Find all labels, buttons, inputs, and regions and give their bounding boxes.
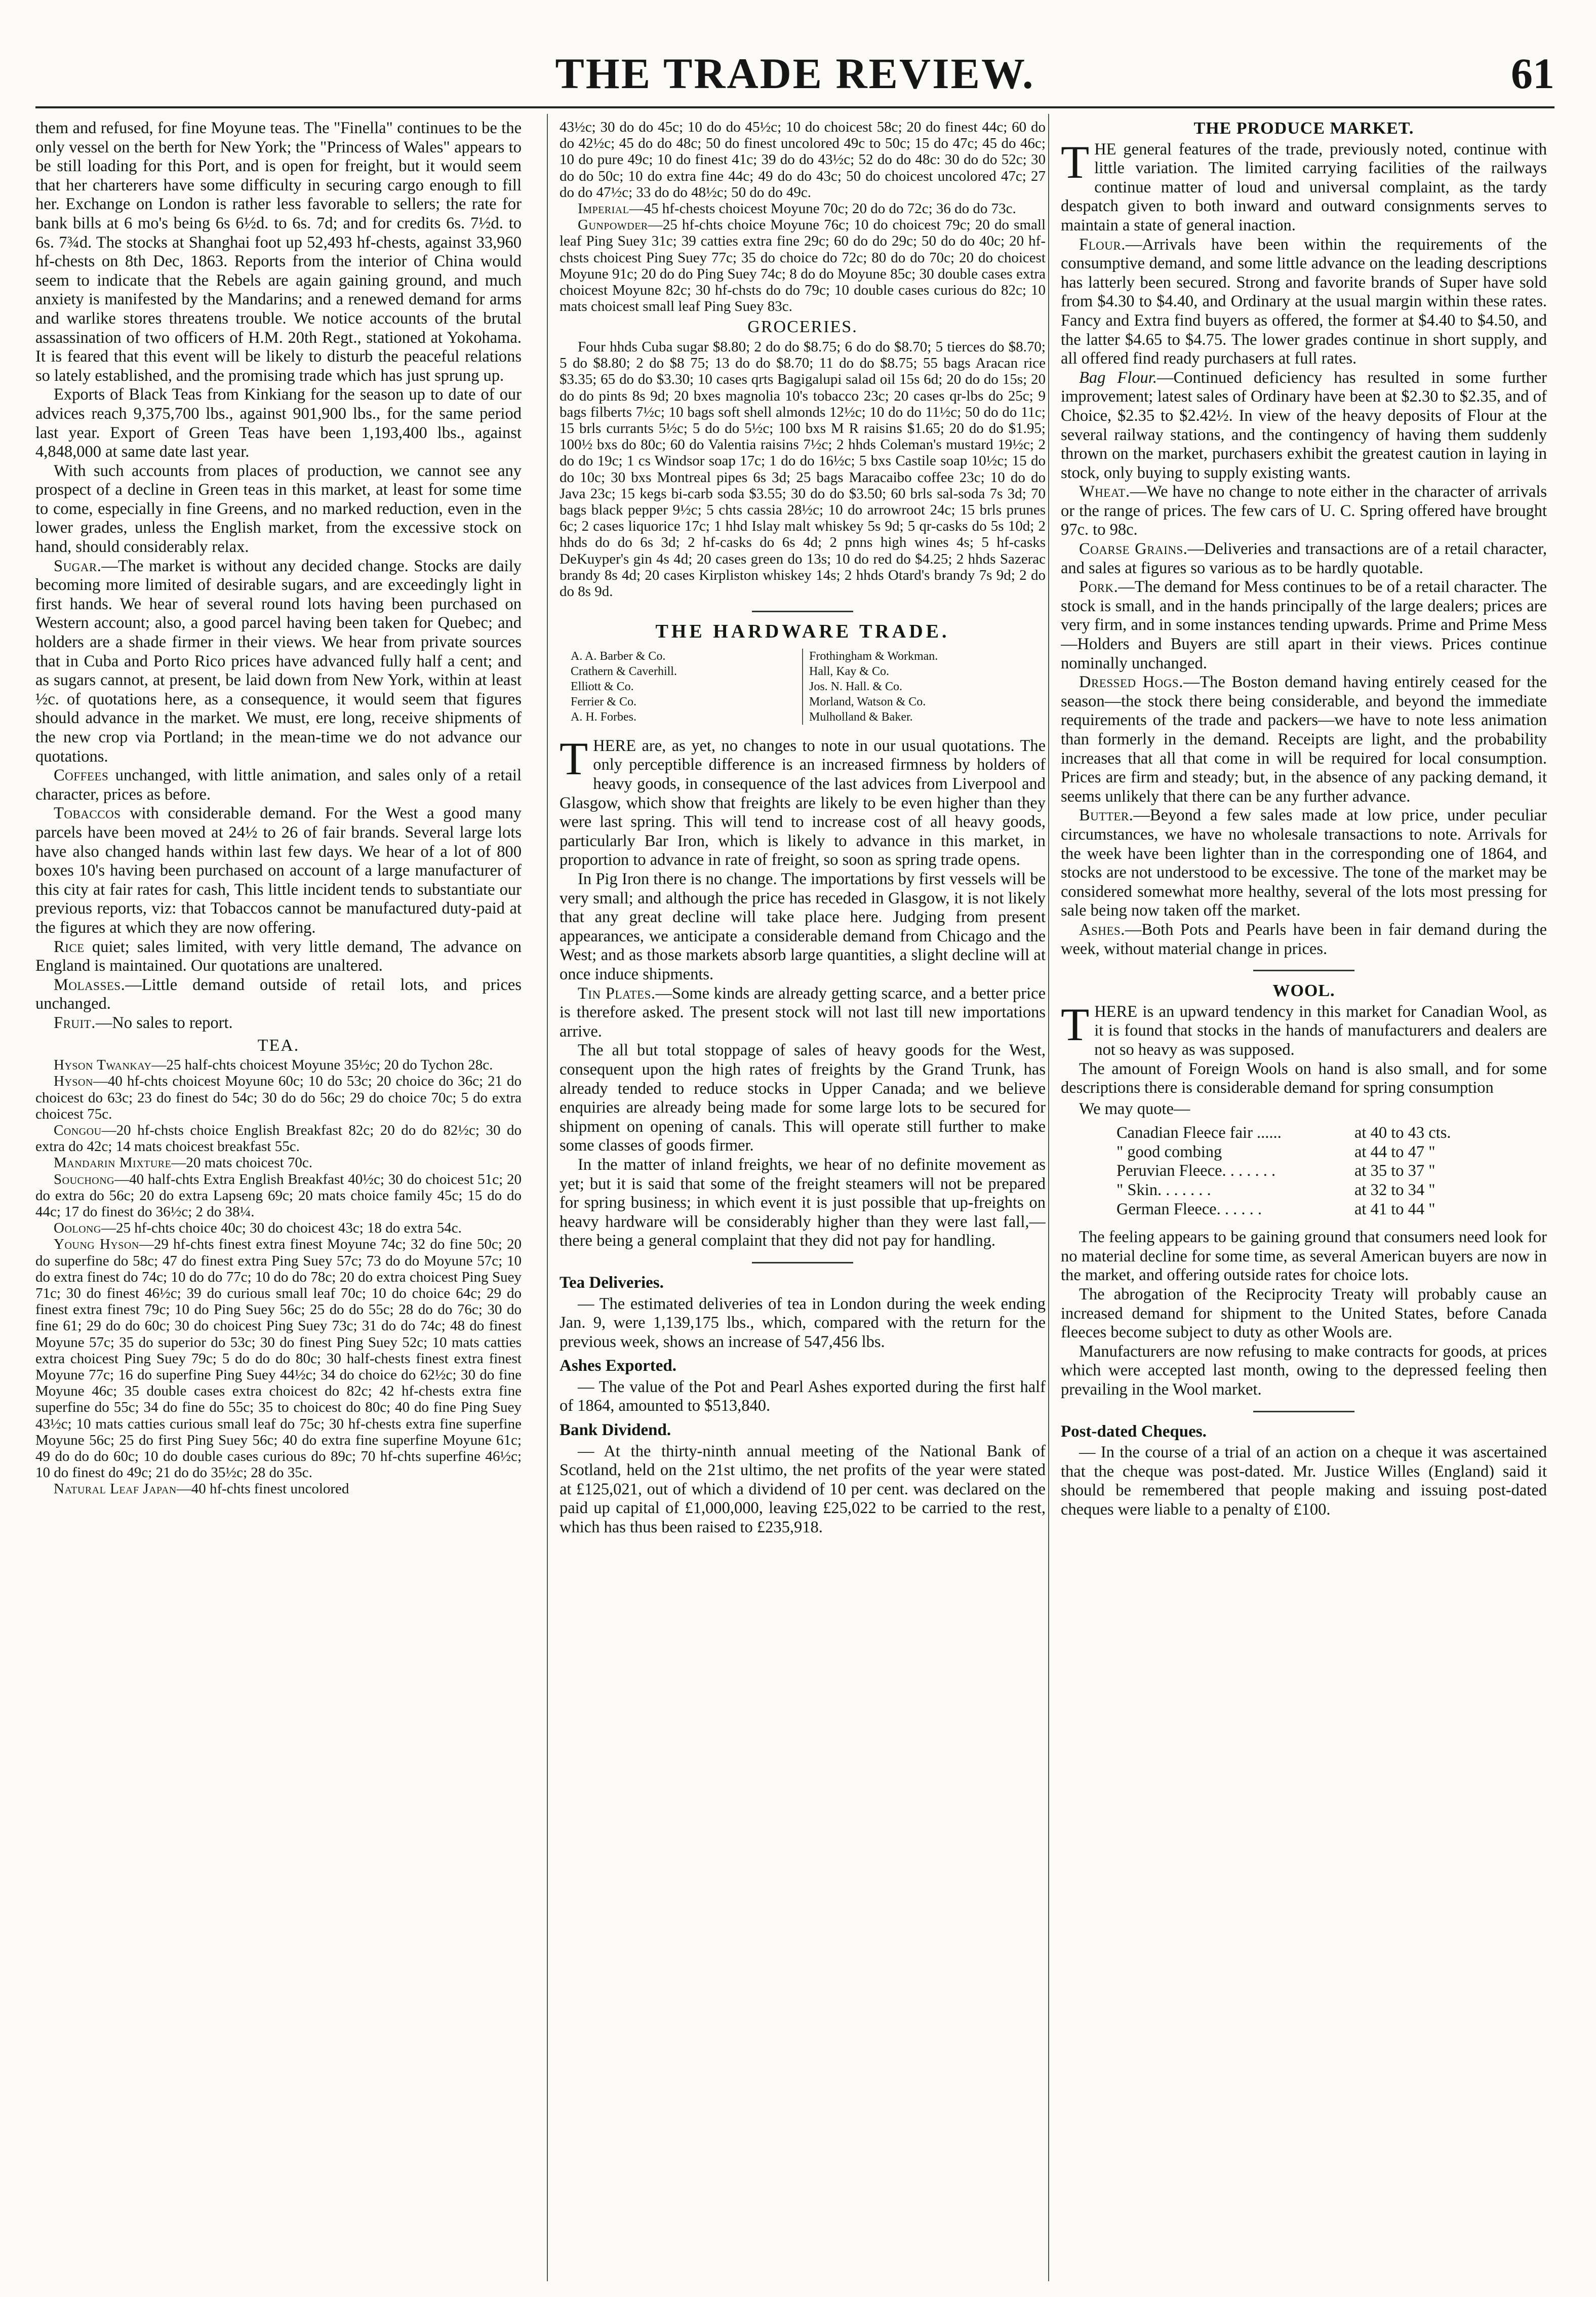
wool-price: at 40 to 43 cts. [1354, 1124, 1451, 1142]
paragraph-text: HERE is an upward tendency in this market for Canadian Wool, as it is found that stocks in the hands of manufacturers and dealers are not so heavy as was supposed. [1094, 1002, 1547, 1059]
tea-label: Hyson [54, 1073, 93, 1090]
run-in-label: Tin Plates. [578, 984, 656, 1003]
firm-name: Morland, Watson & Co. [809, 695, 926, 708]
dressed-hogs-paragraph [1061, 673, 1547, 806]
paragraph: The amount of Foreign Wools on hand is also small, and for some descriptions there is considerable demand for spring consumption [1061, 1059, 1547, 1097]
wool-price: at 44 to 47 " [1354, 1142, 1435, 1161]
firm-name: Frothingham & Workman. [809, 649, 938, 663]
run-in-label: Wheat. [1079, 483, 1130, 501]
tea-text: —25 hf-chts choice Moyune 76c; 10 do choicest 79c; 20 do small leaf Ping Suey 31c; 39 catties extra fine 29c; 60 do do 29c; 50 do do 40c; 20 hf-chsts choicest Ping Suey 77c; 35 do choice do 72c; 80 do do 70c; 20 do choicest Moyune 91c; 20 do do Ping Suey 74c; 8 do do Moyune 85c; 30 double cases extra choicest Moyune 82c; 30 hf-chsts do do 79c; 10 double cases curious do 82c; 10 mats choicest small leaf Ping Suey 83c. [560, 217, 1046, 315]
column-2 [560, 119, 1046, 2281]
run-in-label: Fruit. [54, 1013, 96, 1032]
paragraph-text: —Deliveries and transactions are of a retail character, and sales at figures so various as to be hardly quotable. [1061, 540, 1547, 577]
run-in-label: Ashes. [1079, 920, 1125, 939]
section-rule [1253, 970, 1354, 971]
tea-entry [35, 1171, 522, 1220]
tea-label: Souchong [54, 1171, 115, 1187]
firm-name: Elliott & Co. [571, 680, 634, 693]
paragraph: — The estimated deliveries of tea in London during the week ending Jan. 9, were 1,139,175 lbs., which, compared with the return for the previous week, shows an increase of 547,456 lbs. [560, 1294, 1046, 1351]
tea-entry [35, 1236, 522, 1481]
paragraph: — At the thirty-ninth annual meeting of the National Bank of Scotland, held on the 21st ultimo, the net profits of the year were stated at £125,021, out of which a dividend of 10 per cent. was declared on the paid up capital of £1,000,000, leaving £25,022 to be carried to the rest, which has thus been raised to £235,918. [560, 1442, 1046, 1537]
section-heading-groceries: GROCERIES. [747, 318, 858, 337]
run-in-label: Butter. [1079, 806, 1134, 825]
paragraph: — The value of the Pot and Pearl Ashes exported during the first half of 1864, amounted to $513,840. [560, 1377, 1046, 1415]
firm-directory [565, 649, 1041, 725]
price-row [1116, 1181, 1547, 1200]
tea-text: —20 mats choicest 70c. [171, 1155, 313, 1171]
flour-paragraph [1061, 235, 1547, 369]
paragraph: In Pig Iron there is no change. The importations by first vessels will be very small; and although the price has receded in Glasgow, it is not likely that any great decline will take place here. Judging from present appearances, we anticipate a considerable demand from Chicago and the West; and as those markets absorb large quantities, a slight decline will at once induce shipments. [560, 870, 1046, 983]
wool-grade: " good combing [1116, 1142, 1222, 1161]
news-heading: Tea Deliveries. [560, 1273, 664, 1292]
wool-grade: German Fleece. . . . . . [1116, 1200, 1262, 1218]
wool-price: at 32 to 34 " [1354, 1181, 1435, 1200]
firm-name: Jos. N. Hall. & Co. [809, 680, 903, 693]
tea-label: Imperial [578, 201, 629, 217]
sugar-paragraph [35, 557, 522, 767]
paragraph-text: —No sales to report. [95, 1013, 233, 1032]
firm-name: Mulholland & Baker. [809, 710, 913, 724]
tea-entry [560, 217, 1046, 314]
tea-text: —29 hf-chts finest extra finest Moyune 74c; 32 do fine 50c; 20 do superfine do 58c; 47 do finest extra Ping Suey 57c; 73 do do Moyune 57c; 10 do extra finest do 74c; 10 do do 77c; 10 do do 78c; 20 do extra choicest Ping Suey 71c; 30 do finest 46½c; 39 do curious small leaf 70c; 10 do choice 64c; 29 do finest extra finest 79c; 10 do Ping Suey 56c; 25 do do 55c; 28 do do 76c; 30 do fine 61; 29 do do 60c; 30 do choicest Ping Suey 73c; 31 do do 74c; 48 do finest Moyune 57c; 35 do superior do 53c; 30 do finest Ping Suey 52c; 10 mats catties extra choicest Ping Suey 79c; 5 do do do 80c; 30 half-chests finest extra finest Moyune 77c; 16 do superfine Ping Suey 44½c; 34 do choice do 62½c; 30 do fine Moyune 46c; 35 double cases extra choicest do 82c; 42 hf-chests extra fine superfine do 55c; 34 do fine do 55c; 35 to choicest do 80c; 40 do fine Ping Suey 43½c; 10 mats catties curious small leaf do 75c; 30 hf-chests extra fine superfine Moyune 56c; 25 do first Ping Suey 56c; 40 do extra fine superfine Moyune 61c; 49 do do do 60c; 10 do double cases curious do 89c; 70 hf-chts superfine 46½c; 10 do finest do 49c; 21 do do 35½c; 28 do 35c. [35, 1236, 522, 1481]
paragraph-text: quiet; sales limited, with very little demand, The advance on England is maintained. Our quotations are unaltered. [35, 937, 522, 975]
drop-cap: T [1061, 136, 1090, 188]
paragraph-text: —The demand for Mess continues to be of a retail character. The stock is small, and in the hands principally of the large dealers; prices are very firm, and in some instances tending upwards. Prime and Prime Mess—Holders and Buyers are still apart in their views. Prices continue nominally unchanged. [1061, 578, 1547, 672]
coffees-paragraph [35, 766, 522, 804]
run-in-label: Pork. [1079, 578, 1119, 597]
paragraph-text: unchanged, with little animation, and sales only of a retail character, prices as before. [35, 766, 522, 804]
tea-text: —20 hf-chsts choice English Breakfast 82c; 20 do do 82½c; 30 do extra do 42c; 14 mats choicest breakfast 55c. [35, 1122, 522, 1155]
tea-entry [35, 1073, 522, 1122]
tea-text: —45 hf-chests choicest Moyune 70c; 20 do do 72c; 36 do do 73c. [629, 201, 1016, 217]
tobaccos-paragraph [35, 804, 522, 937]
section-heading-wool: WOOL. [1272, 981, 1335, 1001]
drop-cap: T [560, 732, 588, 784]
firm-name: Crathern & Caverhill. [571, 664, 677, 678]
run-in-label: Flour. [1079, 235, 1126, 254]
paragraph: — In the course of a trial of an action on a cheque it was ascertained that the cheque was post-dated. Mr. Justice Willes (England) said it should be remembered that people making and issuing post-dated cheques were liable to a penalty of £100. [1061, 1443, 1547, 1519]
tea-entry [35, 1057, 522, 1073]
run-in-label: Dressed Hogs. [1079, 673, 1183, 692]
paragraph-text: —Both Pots and Pearls have been in fair demand during the week, without material change in prices. [1061, 920, 1547, 958]
bag-flour-paragraph [1061, 369, 1547, 483]
tea-label: Oolong [54, 1220, 101, 1237]
price-row [1116, 1143, 1547, 1162]
firm-name: Ferrier & Co. [571, 695, 636, 708]
wheat-paragraph [1061, 483, 1547, 540]
tea-label: Congou [54, 1122, 102, 1138]
masthead-rule [35, 106, 1554, 108]
section-rule [752, 611, 853, 612]
paragraph [1061, 136, 1547, 235]
paragraph-text: —Little demand outside of retail lots, and prices unchanged. [35, 975, 522, 1013]
paragraph-text: —Continued deficiency has resulted in some further improvement; latest sales of Ordinary have been at $2.30 to $2.35, and of Choice, $2.35 to $2.42½. In view of the heavy deposits of Flour at the several railway stations, and the contingency of having them suddenly thrown on the market, purchasers exhibit the greatest caution in laying in stock, only buying to supply existing wants. [1061, 368, 1547, 482]
firm-name: A. A. Barber & Co. [571, 649, 666, 663]
section-rule [752, 1262, 853, 1263]
section-heading-produce: THE PRODUCE MARKET. [1193, 119, 1414, 138]
tea-entry [35, 1155, 522, 1171]
paragraph: The feeling appears to be gaining ground that consumers need look for no material decline for some time, as several American buyers are now in the market, and offering outside rates for choice lots. [1061, 1228, 1547, 1285]
paragraph-text: HERE are, as yet, no changes to note in our usual quotations. The only perceptible difference is an increased firmness by holders of heavy goods, in consequence of the last advices from Liverpool and Glasgow, which show that freights are likely to be even higher than they were last spring. This will tend to increase cost of all heavy goods, particularly Bar Iron, which is likely to advance in this market, in proportion to advance in rate of freight, so soon as spring trade opens. [560, 736, 1046, 869]
groceries-list: Four hhds Cuba sugar $8.80; 2 do do $8.75; 6 do do $8.70; 5 tierces do $8.70; 5 do $8.80; 2 do $8 75; 13 do do $8.70; 11 do do $8.75; 55 bags Aracan rice $3.35; 65 do do $3.30; 10 cases qrts Bagigalupi salad oil 15s 6d; 20 do do 15s; 20 do do pints 8s 9d; 20 bxes magnolia 10's tobacco 23c; 20 cases qr-lbs do 25c; 9 bags filberts 7½c; 10 bags soft shell almonds 12½c; 10 do do 11½c; 50 do do 11c; 15 brls currants 5½c; 5 do do 5½c; 100 bxs M R raisins $1.65; 20 do do $1.95; 100½ bxs do 80c; 60 do Valentia raisins 7½c; 2 hhds Coleman's mustard 19½c; 2 do do 19c; 1 cs Windsor soap 17c; 1 do do 16½c; 5 bxs Castile soap 10½c; 15 do do 10c; 30 bxs Montreal pipes 6s 3d; 25 bags Maracaibo coffee 23c; 10 do do Java 23c; 15 kegs bi-carb soda $3.55; 30 do do $3.50; 60 brls sal-soda 7s 3d; 70 bags black pepper 9½c; 5 chts cassia 28½c; 10 do arrowroot 24c; 15 brls prunes 6c; 2 cases liquorice 17c; 1 hhd Islay malt whiskey 5s 9d; 5 qr-casks do 5s 10d; 2 hhds do do 6s 3d; 2 hf-casks do 6s 4d; 2 pnns high wines 4s; 5 hf-casks DeKuyper's gin 4s 4d; 20 cases green do 13s; 10 do red do $4.25; 2 hhds Sazerac brandy 8s 4d; 20 cases Kirpliston whiskey 14s; 2 hhds Otard's brandy 7s 9d; 2 do do 8s 9d. [560, 339, 1046, 600]
run-in-label: Rice [54, 937, 85, 956]
paragraph-text: —The market is without any decided change. Stocks are daily becoming more limited of desirable sugars, and are exceedingly light in first hands. We hear of several round lots having been purchased on Western account; also, a good parcel having been taken for Quebec; and holders are a shade firmer in their views. We hear from private sources that in Cuba and Porto Rico prices have advanced fully half a cent; and as sugars cannot, at present, be laid down from New York, within at least ½c. of quotations here, as a consequence, it would seem that figures should advance in the market. We must, ere long, receive shipments of the new crop via Portland; in the mean-time we do not advance our quotations. [35, 557, 522, 766]
column-3 [1061, 119, 1547, 2281]
ashes-paragraph [1061, 921, 1547, 959]
paragraph: With such accounts from places of production, we cannot see any prospect of a decline in Green teas in this market, at least for some time to come, especially in fine Greens, and no marked reduction, even in the lower grades, unless the English market, from the excessive stock on hand, should considerably relax. [35, 461, 522, 557]
tea-label: Gunpowder [578, 217, 648, 233]
tea-text: —40 hf-chts choicest Moyune 60c; 10 do 53c; 20 choice do 36c; 21 do choicest do 63c; 23 do finest do 54c; 30 do do 56c; 29 do choice 70c; 5 do extra choicest 75c. [35, 1073, 522, 1122]
fruit-paragraph [35, 1014, 522, 1033]
pork-paragraph [1061, 578, 1547, 673]
paragraph-text: HE general features of the trade, previously noted, continue with little variation. The limited carrying facilities of the railways continue matter of loud and universal complaint, as the tardy despatch given to both inward and outward consignments serves to maintain a state of general inaction. [1061, 140, 1547, 234]
wool-grade: " Skin. . . . . . . [1116, 1181, 1211, 1200]
news-heading: Ashes Exported. [560, 1357, 677, 1375]
paragraph-text: —Beyond a few sales made at low price, under peculiar circumstances, we have no wholesale transactions to note. Arrivals for the week have been lighter than in the corresponding one of 1864, and stocks are not understood to be excessive. The tone of the market may be considered somewhat more healthy, several of the lots most pressing for sale being now taken off the market. [1061, 806, 1547, 920]
news-heading: Bank Dividend. [560, 1421, 671, 1440]
rice-paragraph [35, 938, 522, 976]
tea-label: Young Hyson [54, 1236, 139, 1253]
run-in-label: Coarse Grains. [1079, 540, 1188, 559]
price-row [1116, 1162, 1547, 1181]
section-rule [1253, 1411, 1354, 1412]
run-in-label: Sugar. [54, 557, 102, 575]
tea-entry [560, 201, 1046, 217]
section-heading-hardware: THE HARDWARE TRADE. [655, 621, 950, 643]
quote-intro: We may quote— [1079, 1099, 1190, 1118]
drop-cap: T [1061, 998, 1090, 1050]
molasses-paragraph [35, 976, 522, 1014]
tea-entry [35, 1220, 522, 1236]
paragraph [1061, 998, 1547, 1060]
tea-entry: 43½c; 30 do do 45c; 10 do do 45½c; 10 do choicest 58c; 20 do finest 44c; 60 do do 42½c; 45 do do 48c; 50 do finest uncolored 49c to 50c; 15 do 47c; 45 do 46c; 10 do pure 49c; 10 do finest 41c; 39 do do 43½c; 52 do do 48c: 30 do do 52c; 30 do do 50c; 10 do extra fine 44c; 49 do do 43c; 50 do choicest uncolored 47c; 27 do do 47½c; 33 do do 48½c; 50 do do 49c. [560, 119, 1046, 201]
run-in-label: Coffees [54, 766, 109, 785]
page-number: 61 [1511, 49, 1554, 98]
wool-price: at 41 to 44 " [1354, 1200, 1435, 1218]
paragraph-text: —We have no change to note either in the character of arrivals or the range of prices. The few cars of U. C. Spring offered have brought 97c. to 98c. [1061, 483, 1547, 539]
tea-label: Natural Leaf Japan [54, 1481, 177, 1497]
paragraph: The abrogation of the Reciprocity Treaty will probably cause an increased demand for shipment to the United States, before Canada fleeces become subject to duty as other Wools are. [1061, 1285, 1547, 1342]
run-in-label: Bag Flour. [1079, 368, 1157, 387]
run-in-label: Tobaccos [54, 804, 121, 823]
paragraph-text: —Arrivals have been within the requirements of the consumptive demand, and some little advance on the leading descriptions has latterly been secured. Strong and favorite brands of Super have sold from $4.30 to $4.40, and Ordinary at the usual margin within these rates. Fancy and Extra find buyers as offered, the former at $4.40 to $4.50, and the latter $4.65 to $4.75. The lower grades continue in short supply, and all offered find ready purchasers at full rates. [1061, 235, 1547, 368]
tea-entry [35, 1481, 522, 1497]
coarse-grains-paragraph [1061, 540, 1547, 578]
firm-name: A. H. Forbes. [571, 710, 636, 724]
column-divider [1048, 114, 1049, 2281]
price-row [1116, 1124, 1547, 1143]
tea-text: —25 hf-chts choice 40c; 30 do choicest 43c; 18 do extra 54c. [101, 1220, 462, 1237]
butter-paragraph [1061, 806, 1547, 921]
wool-grade: Peruvian Fleece. . . . . . . [1116, 1162, 1276, 1180]
firm-list-right [802, 649, 1041, 725]
price-row [1116, 1200, 1547, 1219]
tea-label: Mandarin Mixture [54, 1155, 172, 1171]
wool-price-table [1116, 1124, 1547, 1219]
firm-list-left [565, 649, 802, 725]
wool-price: at 35 to 37 " [1354, 1162, 1435, 1180]
paragraph-text: —Some kinds are already getting scarce, and a better price is therefore asked. The present stock will not last till new importations arrive. [560, 984, 1046, 1041]
page-title: THE TRADE REVIEW. [555, 49, 1035, 98]
section-heading-tea: TEA. [257, 1036, 300, 1055]
tea-label: Hyson Twankay [54, 1057, 152, 1074]
paragraph: Exports of Black Teas from Kinkiang for the season up to date of our advices reach 9,375,700 lbs., against 901,900 lbs., for the same period last year. Export of Green Teas have been 1,193,400 lbs., against 4,848,000 at same date last year. [35, 385, 522, 461]
paragraph: In the matter of inland freights, we hear of no definite movement as yet; but it is said that some of the freight steamers will not be prepared for spring business; in which event it is just possible that up-freights on heavy hardware will be considerably higher than they were last fall,—there being a general complaint that they did not pay for handling. [560, 1155, 1046, 1250]
paragraph: them and refused, for fine Moyune teas. The "Finella" continues to be the only vessel on the berth for New York; the "Princess of Wales" appears to be still loading for this Port, and is open for freight, but it would seem that her charterers have some difficulty in securing cargo enough to fill her. Exchange on London is rather less favorable to sellers; the rate for bank bills at 6 mo's being 6s 6½d. to 6s. 7d; and for credits 6s. 7½d. to 6s. 7¾d. The stocks at Shanghai foot up 52,493 hf-chests, against 33,960 hf-chests on 8th Dec, 1863. Reports from the interior of China would seem to indicate that the Rebels are again gaining ground, and much anxiety is manifested by the Mandarins; and a renewed demand for arms and warlike stores threatens trouble. We notice accounts of the brutal assassination of two officers of H.M. 20th Regt., stationed at Yokohama. It is feared that this event will be likely to disturb the peaceful relations so lately established, and the promising trade which has just sprung up. [35, 119, 522, 385]
masthead [35, 48, 1554, 104]
wool-grade: Canadian Fleece fair ...... [1116, 1124, 1282, 1142]
tea-text: —40 hf-chts finest uncolored [176, 1481, 349, 1497]
firm-name: Hall, Kay & Co. [809, 664, 889, 678]
column-divider [547, 114, 548, 2281]
tea-entry [35, 1122, 522, 1155]
column-1 [35, 119, 522, 2281]
paragraph-text: with considerable demand. For the West a good many parcels have been moved at 24½ to 26 of fair brands. Several large lots have also changed hands within last few days. We hear of a lot of 800 boxes 10's having been purchased on account of a large manufacturer of this city at fair rates for cash, This little incident tends to substantiate our previous reports, viz: that Tobaccos cannot be manufactured duty-paid at the figures at which they are now offering. [35, 804, 522, 937]
paragraph: Manufacturers are now refusing to make contracts for goods, at prices which were accepted last month, owing to the depressed feeling then prevailing in the Wool market. [1061, 1342, 1547, 1399]
run-in-label: Molasses. [54, 975, 126, 994]
news-heading: Post-dated Cheques. [1061, 1422, 1207, 1441]
tin-plates-paragraph [560, 984, 1046, 1042]
paragraph [560, 732, 1046, 870]
paragraph-text: —The Boston demand having entirely ceased for the season—the stock there being considerable, and beyond the immediate requirements of the trade and packers—we have to note less animation than formerly in the demand. Receipts are light, and the probability increases that all that come in will be required for local consumption. Prices are firm and steady; but, in the absence of any packing demand, it seems unlikely that there can be any further advance. [1061, 673, 1547, 806]
tea-text: —40 half-chts Extra English Breakfast 40½c; 30 do choicest 51c; 20 do extra do 56c; 20 do extra Lapseng 69c; 20 mats choice family 45c; 15 do do 44c; 17 do finest do 36½c; 2 do 38¼. [35, 1171, 522, 1220]
tea-text: —25 half-chts choicest Moyune 35½c; 20 do Tychon 28c. [151, 1057, 493, 1074]
paragraph: The all but total stoppage of sales of heavy goods for the West, consequent upon the high rates of freights by the Grand Trunk, has already tended to reduce stocks in Upper Canada; and we believe enquiries are already being made for some large lots to be secured for shipment on opening of canals. This will operate still further to make some classes of goods firmer. [560, 1041, 1046, 1155]
